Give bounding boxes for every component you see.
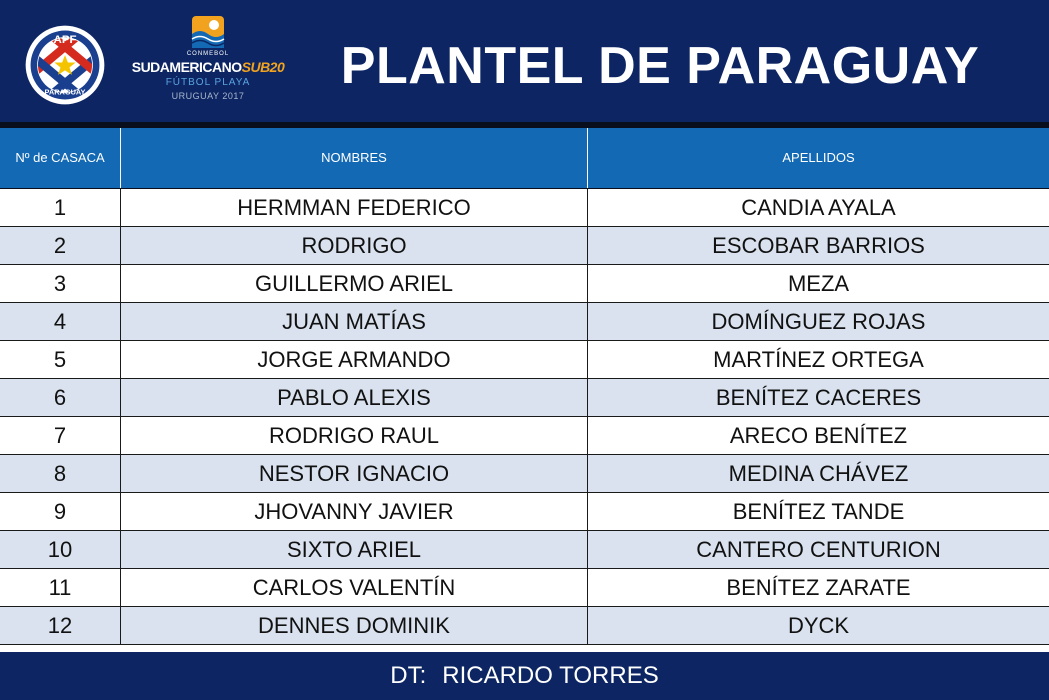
jersey-number-cell: 8 (0, 455, 121, 492)
jersey-number-cell: 9 (0, 493, 121, 530)
first-names-cell: SIXTO ARIEL (121, 531, 588, 568)
column-header-last-names: APELLIDOS (782, 149, 855, 165)
first-names-cell: JUAN MATÍAS (121, 303, 588, 340)
table-row (0, 531, 1049, 569)
table-row (0, 189, 1049, 227)
jersey-number-cell: 3 (0, 265, 121, 302)
last-names-cell: BENÍTEZ CACERES (715, 384, 922, 410)
jersey-number-cell: 2 (0, 227, 121, 264)
first-names-cell: RODRIGO (121, 227, 588, 264)
last-names-cell: CANDIA AYALA (741, 194, 896, 220)
last-names-cell: DOMÍNGUEZ ROJAS (711, 308, 926, 334)
paraguay-federation-crest-icon (24, 24, 106, 106)
first-names-cell: GUILLERMO ARIEL (121, 265, 588, 302)
table-row (0, 379, 1049, 417)
apf-logo-subtext: PARAGUAY (44, 87, 86, 97)
last-names-cell: MARTÍNEZ ORTEGA (713, 346, 924, 372)
first-names-cell: CARLOS VALENTÍN (121, 569, 588, 606)
page-title: PLANTEL DE PARAGUAY (340, 37, 980, 95)
event-name (128, 59, 288, 75)
jersey-number-cell: 7 (0, 417, 121, 454)
first-names-cell: DENNES DOMINIK (121, 607, 588, 644)
jersey-number-cell: 5 (0, 341, 121, 378)
table-row (0, 341, 1049, 379)
beach-soccer-emblem-icon (186, 14, 230, 50)
event-organizer: CONMEBOL (186, 51, 230, 57)
apf-logo-text: APF (53, 33, 77, 46)
jersey-number-cell: 10 (0, 531, 121, 568)
jersey-number-cell: 1 (0, 189, 121, 226)
table-row (0, 455, 1049, 493)
jersey-number-cell: 12 (0, 607, 121, 644)
first-names-cell: PABLO ALEXIS (121, 379, 588, 416)
table-row (0, 569, 1049, 607)
coach-name: RICARDO TORRES (442, 662, 659, 689)
table-row (0, 227, 1049, 265)
column-header-number: Nº de CASACA (0, 128, 121, 188)
last-names-cell: ARECO BENÍTEZ (729, 422, 908, 448)
event-discipline: FÚTBOL PLAYA (165, 77, 251, 88)
first-names-cell: NESTOR IGNACIO (121, 455, 588, 492)
first-names-cell: HERMMAN FEDERICO (121, 189, 588, 226)
last-names-cell: CANTERO CENTURION (696, 536, 941, 562)
first-names-cell: RODRIGO RAUL (121, 417, 588, 454)
last-names-cell: MEDINA CHÁVEZ (728, 460, 909, 486)
event-logo (128, 14, 288, 114)
table-row (0, 493, 1049, 531)
table-body (0, 189, 1049, 645)
header-banner (0, 0, 1049, 122)
first-names-cell: JORGE ARMANDO (121, 341, 588, 378)
column-header-first-names: NOMBRES (121, 128, 588, 188)
event-name-main: SUDAMERICANO (131, 59, 242, 75)
jersey-number-cell: 4 (0, 303, 121, 340)
event-location: URUGUAY 2017 (171, 91, 245, 101)
jersey-number-cell: 11 (0, 569, 121, 606)
table-row (0, 265, 1049, 303)
first-names-cell: JHOVANNY JAVIER (121, 493, 588, 530)
event-name-sub: SUB20 (241, 59, 285, 75)
table-row (0, 303, 1049, 341)
last-names-cell: DYCK (787, 612, 850, 638)
last-names-cell: BENÍTEZ TANDE (732, 498, 905, 524)
coach-footer (0, 652, 1049, 700)
last-names-cell: MEZA (787, 270, 850, 296)
table-row (0, 417, 1049, 455)
last-names-cell: ESCOBAR BARRIOS (712, 232, 925, 258)
table-header-row (0, 128, 1049, 189)
jersey-number-cell: 6 (0, 379, 121, 416)
coach-label: DT: (390, 662, 427, 689)
last-names-cell: BENÍTEZ ZARATE (726, 574, 911, 600)
table-row (0, 607, 1049, 645)
roster-table (0, 128, 1049, 645)
